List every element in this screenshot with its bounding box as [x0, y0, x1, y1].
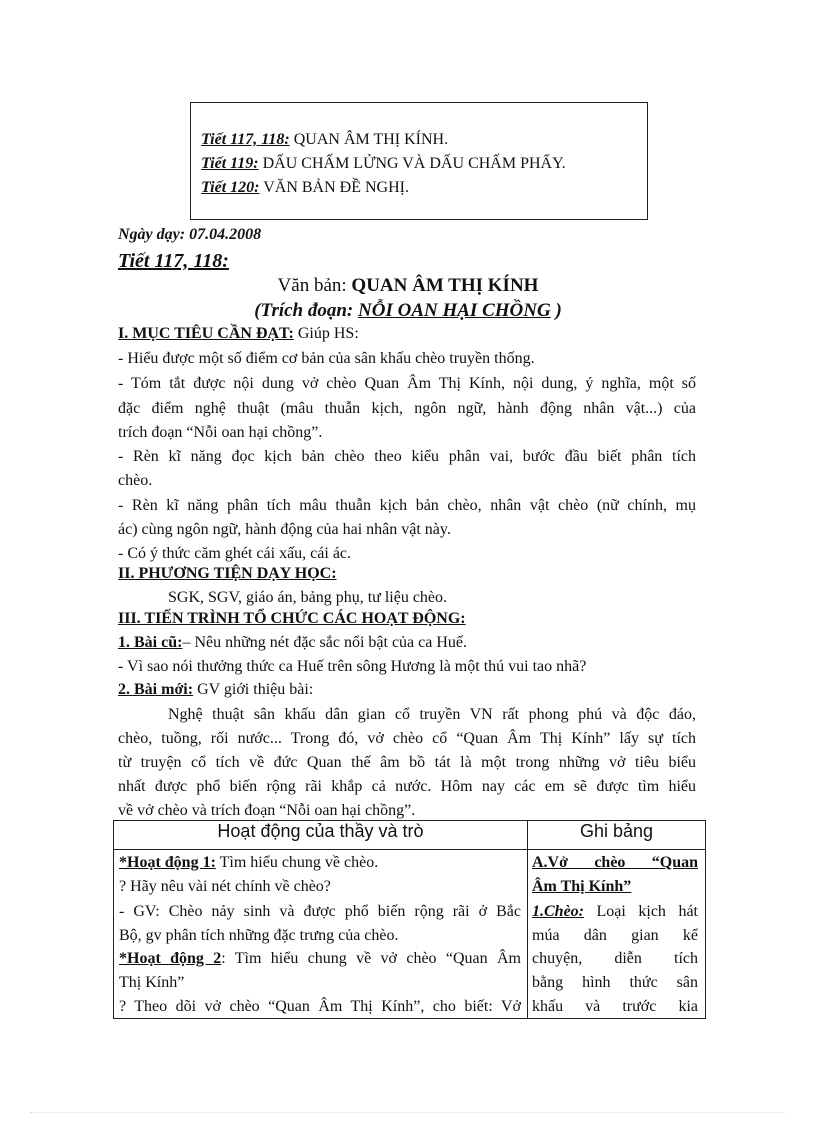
section2-heading-text: II. PHƯƠNG TIỆN DẠY HỌC:	[118, 565, 337, 582]
title-prefix: Văn bản:	[277, 275, 352, 296]
header-line-1	[201, 131, 448, 149]
header-label-2: Tiết 119:	[201, 155, 259, 172]
page-bottom-divider	[30, 1112, 786, 1113]
section1-after: Giúp HS:	[293, 325, 359, 342]
note-a-line-2: Âm Thị Kính”	[532, 878, 632, 895]
header-label-3: Tiết 120:	[201, 179, 260, 196]
header-text-3: VĂN BẢN ĐỀ NGHỊ.	[259, 179, 409, 196]
activity-2-line	[119, 950, 521, 968]
section3-heading	[118, 610, 466, 628]
note-line: bằng hình thức sân	[532, 974, 698, 991]
header-line-2	[201, 155, 566, 173]
question-1: ? Hãy nêu vài nét chính về chèo?	[119, 878, 331, 895]
gv-note-line: Bộ, gv phân tích những đặc trưng của chèo.	[119, 927, 399, 944]
note-line: múa dân gian kể	[532, 927, 698, 944]
section1-line: ác) cùng ngôn ngữ, hành động của hai nhân vật này.	[118, 521, 451, 538]
section1-line: đặc điểm nghệ thuật (mâu thuẫn kịch, ngôn ngữ, hành động nhân vật...) của	[118, 400, 696, 417]
intro-line: từ truyện cổ tích về đức Quan thế âm bồ tát là một trong những vở tiêu biểu	[118, 754, 696, 771]
old-lesson-text: – Nêu những nét đặc sắc nổi bật của ca Huế.	[182, 634, 468, 651]
subtitle-close: )	[550, 300, 562, 321]
activity-2-text: : Tìm hiểu chung về vở chèo “Quan Âm	[221, 950, 521, 967]
document-subtitle	[0, 300, 816, 322]
period-heading: Tiết 117, 118:	[118, 250, 229, 272]
section1-line: - Rèn kĩ năng phân tích mâu thuẫn kịch bản chèo, nhân vật chèo (nữ chính, mụ	[118, 497, 696, 514]
section1-line: - Tóm tắt được nội dung vở chèo Quan Âm Thị Kính, nội dung, ý nghĩa, một số	[118, 375, 696, 392]
intro-line: về vở chèo và trích đoạn “Nỗi oan hại chồng”.	[118, 802, 416, 819]
section1-line: trích đoạn “Nỗi oan hại chồng”.	[118, 424, 323, 441]
note-line: chuyện, diễn tích	[532, 950, 698, 967]
note-line: khấu và trước kia	[532, 998, 698, 1015]
new-lesson-text: GV giới thiệu bài:	[193, 681, 314, 698]
header-line-3	[201, 179, 409, 197]
subtitle-open: (Trích đoạn:	[254, 300, 359, 321]
header-text-1: QUAN ÂM THỊ KÍNH.	[289, 131, 449, 148]
section1-heading-line	[118, 325, 359, 343]
activity-2-cont: Thị Kính”	[119, 974, 185, 991]
section1-heading: I. MỤC TIÊU CẦN ĐẠT:	[118, 325, 294, 342]
new-lesson-label: 2. Bài mới:	[118, 681, 194, 698]
gv-note-line: - GV: Chèo nảy sinh và được phổ biến rộng rãi ở Bắc	[119, 903, 521, 920]
note-cheo-line	[532, 903, 698, 921]
activity-1-text: Tìm hiểu chung về chèo.	[215, 854, 379, 871]
col-header-board-notes: Ghi bảng	[528, 821, 706, 850]
title-main: QUAN ÂM THỊ KÍNH	[351, 275, 539, 296]
section1-line: chèo.	[118, 472, 153, 489]
old-lesson-line	[118, 634, 467, 652]
teaching-date: Ngày dạy: 07.04.2008	[118, 226, 262, 243]
table-header-row	[114, 821, 706, 850]
activity-1-label: *Hoạt động 1:	[119, 854, 216, 871]
col-header-activities: Hoạt động của thầy và trò	[114, 821, 528, 850]
section3-heading-text: III. TIẾN TRÌNH TỔ CHỨC CÁC HOẠT ĐỘNG:	[118, 610, 466, 627]
activities-cell	[114, 850, 528, 1019]
header-label-1: Tiết 117, 118:	[201, 131, 290, 148]
activity-table	[113, 820, 706, 1019]
new-lesson-line	[118, 681, 313, 699]
board-notes-cell	[528, 850, 706, 1019]
intro-line: nhất được phổ biến rộng rãi khắp cả nước. Hôm nay các em sẽ được tìm hiểu	[118, 778, 696, 795]
old-lesson-question: - Vì sao nói thưởng thức ca Huế trên sông Hương là một thú vui tao nhã?	[118, 658, 587, 675]
activity-1-line	[119, 854, 378, 872]
section1-line: - Có ý thức căm ghét cái xấu, cái ác.	[118, 545, 352, 562]
document-title	[0, 275, 816, 297]
section2-heading	[118, 565, 337, 583]
section1-line: - Rèn kĩ năng đọc kịch bản chèo theo kiểu phân vai, bước đầu biết phân tích	[118, 448, 696, 465]
intro-line: chèo, tuồng, rối nước... Trong đó, vở chèo cổ “Quan Âm Thị Kính” lấy sự tích	[118, 730, 696, 747]
old-lesson-label: 1. Bài cũ:	[118, 634, 183, 651]
header-text-2: DẤU CHẤM LỬNG VÀ DẤU CHẤM PHẨY.	[258, 155, 566, 172]
note-a-line-1: A.Vở chèo “Quan	[532, 854, 698, 871]
intro-line: Nghệ thuật sân khấu dân gian cổ truyền VN rất phong phú và độc đáo,	[168, 706, 696, 723]
question-2: ? Theo dõi vở chèo “Quan Âm Thị Kính”, cho biết: Vở	[119, 998, 521, 1015]
note-cheo-text: Loại kịch hát	[584, 903, 698, 920]
section2-text: SGK, SGV, giáo án, bảng phụ, tư liệu chèo.	[168, 589, 448, 606]
section1-line: - Hiểu được một số điểm cơ bản của sân khấu chèo truyền thống.	[118, 350, 535, 367]
subtitle-main: NỖI OAN HẠI CHỒNG	[358, 300, 551, 321]
table-row	[114, 850, 706, 1019]
note-cheo-label: 1.Chèo:	[532, 903, 584, 920]
header-box	[190, 102, 648, 220]
activity-2-label: *Hoạt động 2	[119, 950, 222, 967]
